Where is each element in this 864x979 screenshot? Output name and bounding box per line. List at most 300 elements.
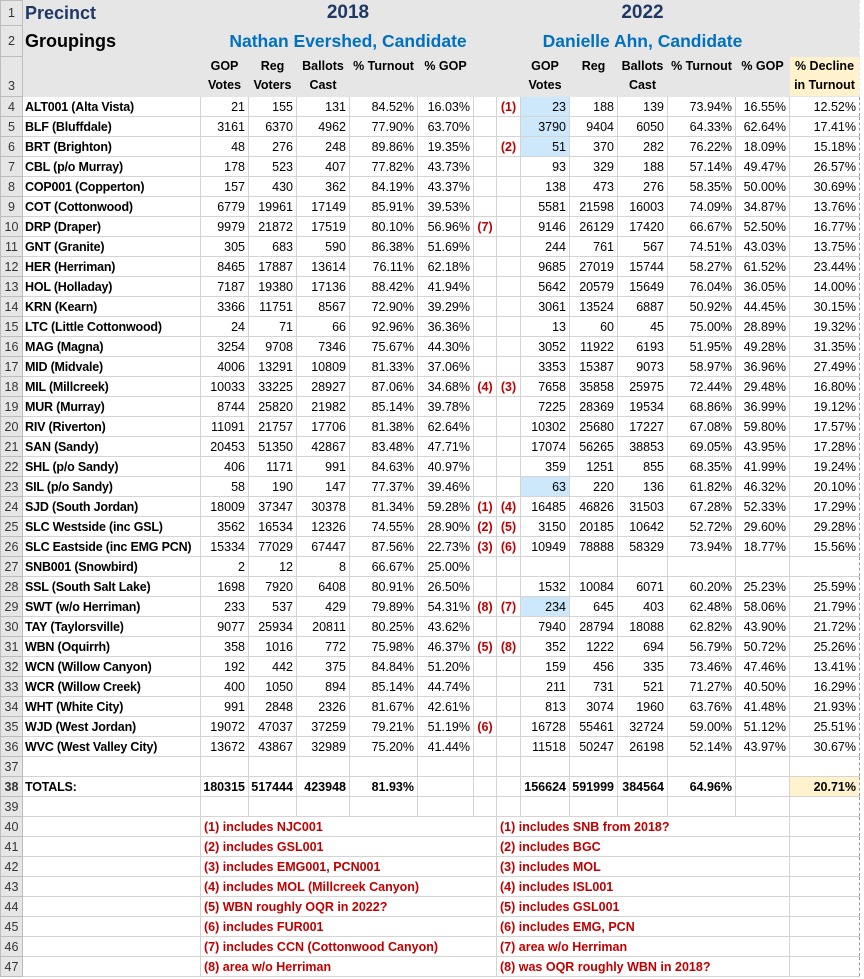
cell[interactable]: [350, 797, 418, 817]
value-2022[interactable]: 67.08%: [668, 417, 736, 437]
precinct-label[interactable]: MIL (Millcreek): [23, 377, 201, 397]
note-2022[interactable]: (4): [497, 497, 521, 517]
precinct-label[interactable]: WHT (White City): [23, 697, 201, 717]
note-2018[interactable]: (5): [474, 637, 497, 657]
value-2018[interactable]: 33225: [249, 377, 297, 397]
value-2018[interactable]: 406: [201, 457, 249, 477]
row-header[interactable]: 46: [1, 937, 23, 957]
value-2018[interactable]: 44.30%: [418, 337, 474, 357]
value-2018[interactable]: 76.11%: [350, 257, 418, 277]
value-2022[interactable]: 43.97%: [736, 737, 790, 757]
value-2022[interactable]: 64.33%: [668, 117, 736, 137]
cell[interactable]: [23, 797, 201, 817]
value-2018[interactable]: 19961: [249, 197, 297, 217]
value-2022[interactable]: 3061: [521, 297, 570, 317]
note-2022[interactable]: [497, 337, 521, 357]
precinct-label[interactable]: MUR (Murray): [23, 397, 201, 417]
value-2018[interactable]: 79.21%: [350, 717, 418, 737]
value-2018[interactable]: 75.67%: [350, 337, 418, 357]
note-2018[interactable]: [474, 417, 497, 437]
note-2022[interactable]: [497, 437, 521, 457]
value-2018[interactable]: 71: [249, 317, 297, 337]
cell[interactable]: [790, 797, 860, 817]
value-2022[interactable]: 694: [618, 637, 668, 657]
value-2022[interactable]: 57.14%: [668, 157, 736, 177]
value-2018[interactable]: 74.55%: [350, 517, 418, 537]
value-2022[interactable]: 26129: [570, 217, 618, 237]
precinct-label[interactable]: WBN (Oquirrh): [23, 637, 201, 657]
value-2018[interactable]: 17519: [297, 217, 350, 237]
cell[interactable]: [790, 757, 860, 777]
value-2022[interactable]: 41.48%: [736, 697, 790, 717]
footnote-2018[interactable]: (6) includes FUR001: [201, 917, 497, 937]
value-2018[interactable]: 147: [297, 477, 350, 497]
value-2018[interactable]: 8567: [297, 297, 350, 317]
note-2018[interactable]: [474, 97, 497, 117]
value-2018[interactable]: 6779: [201, 197, 249, 217]
value-2022[interactable]: 234: [521, 597, 570, 617]
value-2022[interactable]: [521, 557, 570, 577]
note-2018[interactable]: [474, 277, 497, 297]
value-2018[interactable]: 47.71%: [418, 437, 474, 457]
value-2022[interactable]: 50.72%: [736, 637, 790, 657]
row-header[interactable]: 23: [1, 477, 23, 497]
value-2018[interactable]: 131: [297, 97, 350, 117]
decline-value[interactable]: 27.49%: [790, 357, 860, 377]
value-2018[interactable]: 66.67%: [350, 557, 418, 577]
value-2022[interactable]: 74.51%: [668, 237, 736, 257]
row-header[interactable]: 43: [1, 877, 23, 897]
note-2018[interactable]: [474, 737, 497, 757]
value-2018[interactable]: 84.63%: [350, 457, 418, 477]
cell[interactable]: [497, 777, 521, 797]
row-header[interactable]: 39: [1, 797, 23, 817]
precinct-label[interactable]: CBL (p/o Murray): [23, 157, 201, 177]
note-2022[interactable]: [497, 397, 521, 417]
total-2022[interactable]: 64.96%: [668, 777, 736, 797]
row-header[interactable]: 42: [1, 857, 23, 877]
row-header[interactable]: 13: [1, 277, 23, 297]
note-2018[interactable]: (8): [474, 597, 497, 617]
value-2018[interactable]: 12326: [297, 517, 350, 537]
value-2018[interactable]: 21: [201, 97, 249, 117]
value-2022[interactable]: 46826: [570, 497, 618, 517]
value-2022[interactable]: 645: [570, 597, 618, 617]
note-2022[interactable]: [497, 617, 521, 637]
value-2022[interactable]: 15744: [618, 257, 668, 277]
value-2022[interactable]: 15387: [570, 357, 618, 377]
value-2022[interactable]: 62.64%: [736, 117, 790, 137]
value-2022[interactable]: 10949: [521, 537, 570, 557]
cell[interactable]: [297, 797, 350, 817]
row-header[interactable]: 32: [1, 657, 23, 677]
value-2018[interactable]: 8465: [201, 257, 249, 277]
value-2018[interactable]: 276: [249, 137, 297, 157]
precinct-label[interactable]: BRT (Brighton): [23, 137, 201, 157]
note-2018[interactable]: (1): [474, 497, 497, 517]
note-2022[interactable]: [497, 257, 521, 277]
row-header[interactable]: 14: [1, 297, 23, 317]
value-2022[interactable]: 1251: [570, 457, 618, 477]
value-2022[interactable]: 10084: [570, 577, 618, 597]
cell[interactable]: [790, 857, 860, 877]
value-2018[interactable]: 28927: [297, 377, 350, 397]
row-header[interactable]: 5: [1, 117, 23, 137]
row-header[interactable]: 8: [1, 177, 23, 197]
note-2022[interactable]: [497, 677, 521, 697]
row-header[interactable]: 31: [1, 637, 23, 657]
note-2022[interactable]: [497, 117, 521, 137]
value-2018[interactable]: 523: [249, 157, 297, 177]
value-2018[interactable]: 21872: [249, 217, 297, 237]
value-2018[interactable]: 4962: [297, 117, 350, 137]
col-header-ballots-2018[interactable]: Ballots Cast: [297, 57, 350, 97]
value-2022[interactable]: 16003: [618, 197, 668, 217]
value-2022[interactable]: 60.20%: [668, 577, 736, 597]
row-header[interactable]: 26: [1, 537, 23, 557]
row-header[interactable]: 35: [1, 717, 23, 737]
value-2018[interactable]: 84.84%: [350, 657, 418, 677]
value-2022[interactable]: 18088: [618, 617, 668, 637]
note-2018[interactable]: [474, 117, 497, 137]
decline-value[interactable]: 15.56%: [790, 537, 860, 557]
value-2022[interactable]: 25.23%: [736, 577, 790, 597]
footnote-2018[interactable]: (8) area w/o Herriman: [201, 957, 497, 977]
value-2022[interactable]: 51.12%: [736, 717, 790, 737]
col-header-gop-votes-2018[interactable]: GOP Votes: [201, 57, 249, 97]
value-2022[interactable]: [736, 557, 790, 577]
value-2022[interactable]: 50.92%: [668, 297, 736, 317]
value-2018[interactable]: 79.89%: [350, 597, 418, 617]
value-2018[interactable]: 84.52%: [350, 97, 418, 117]
note-2022[interactable]: (3): [497, 377, 521, 397]
value-2022[interactable]: 9685: [521, 257, 570, 277]
decline-value[interactable]: 30.69%: [790, 177, 860, 197]
note-2022[interactable]: [497, 717, 521, 737]
value-2022[interactable]: 69.05%: [668, 437, 736, 457]
cell[interactable]: [668, 757, 736, 777]
footnote-2018[interactable]: (2) includes GSL001: [201, 837, 497, 857]
note-2022[interactable]: [497, 457, 521, 477]
col-header-gop-votes-2022[interactable]: GOP Votes: [521, 57, 570, 97]
value-2018[interactable]: 56.96%: [418, 217, 474, 237]
note-2022[interactable]: (7): [497, 597, 521, 617]
note-2018[interactable]: [474, 237, 497, 257]
precinct-label[interactable]: DRP (Draper): [23, 217, 201, 237]
total-2018[interactable]: 81.93%: [350, 777, 418, 797]
value-2018[interactable]: 11091: [201, 417, 249, 437]
value-2022[interactable]: 3790: [521, 117, 570, 137]
value-2022[interactable]: 73.46%: [668, 657, 736, 677]
decline-value[interactable]: 16.80%: [790, 377, 860, 397]
value-2018[interactable]: 32989: [297, 737, 350, 757]
value-2022[interactable]: 66.67%: [668, 217, 736, 237]
value-2022[interactable]: 74.09%: [668, 197, 736, 217]
precinct-label[interactable]: RIV (Riverton): [23, 417, 201, 437]
value-2018[interactable]: 442: [249, 657, 297, 677]
note-2022[interactable]: [497, 417, 521, 437]
value-2018[interactable]: 81.33%: [350, 357, 418, 377]
value-2022[interactable]: 52.72%: [668, 517, 736, 537]
note-2022[interactable]: [497, 357, 521, 377]
cell[interactable]: [790, 957, 860, 977]
decline-value[interactable]: 25.59%: [790, 577, 860, 597]
row-header[interactable]: 40: [1, 817, 23, 837]
row-header[interactable]: 29: [1, 597, 23, 617]
note-2022[interactable]: [497, 297, 521, 317]
note-2018[interactable]: [474, 557, 497, 577]
footnote-2018[interactable]: (7) includes CCN (Cottonwood Canyon): [201, 937, 497, 957]
decline-value[interactable]: 21.79%: [790, 597, 860, 617]
value-2022[interactable]: 28369: [570, 397, 618, 417]
decline-value[interactable]: 19.24%: [790, 457, 860, 477]
value-2022[interactable]: 188: [570, 97, 618, 117]
precinct-label[interactable]: WCR (Willow Creek): [23, 677, 201, 697]
note-2018[interactable]: [474, 437, 497, 457]
value-2022[interactable]: 28794: [570, 617, 618, 637]
note-2022[interactable]: [497, 217, 521, 237]
value-2022[interactable]: 63.76%: [668, 697, 736, 717]
decline-value[interactable]: 17.41%: [790, 117, 860, 137]
value-2018[interactable]: 37.06%: [418, 357, 474, 377]
note-2022[interactable]: (2): [497, 137, 521, 157]
row-header[interactable]: 38: [1, 777, 23, 797]
row-header[interactable]: 17: [1, 357, 23, 377]
value-2018[interactable]: 86.38%: [350, 237, 418, 257]
value-2018[interactable]: 43867: [249, 737, 297, 757]
value-2022[interactable]: 11518: [521, 737, 570, 757]
value-2022[interactable]: 40.50%: [736, 677, 790, 697]
decline-value[interactable]: 16.77%: [790, 217, 860, 237]
row-header[interactable]: 28: [1, 577, 23, 597]
value-2018[interactable]: 63.70%: [418, 117, 474, 137]
note-2018[interactable]: (7): [474, 217, 497, 237]
row-header[interactable]: 12: [1, 257, 23, 277]
footnote-2022[interactable]: (1) includes SNB from 2018?: [497, 817, 790, 837]
value-2022[interactable]: 58.35%: [668, 177, 736, 197]
value-2022[interactable]: 359: [521, 457, 570, 477]
value-2018[interactable]: 20453: [201, 437, 249, 457]
value-2022[interactable]: 21598: [570, 197, 618, 217]
value-2018[interactable]: 590: [297, 237, 350, 257]
value-2018[interactable]: 77029: [249, 537, 297, 557]
precinct-label[interactable]: SSL (South Salt Lake): [23, 577, 201, 597]
precinct-label[interactable]: SIL (p/o Sandy): [23, 477, 201, 497]
value-2022[interactable]: 16728: [521, 717, 570, 737]
value-2018[interactable]: 41.44%: [418, 737, 474, 757]
total-2022[interactable]: 156624: [521, 777, 570, 797]
value-2022[interactable]: 139: [618, 97, 668, 117]
cell[interactable]: [790, 917, 860, 937]
value-2018[interactable]: 537: [249, 597, 297, 617]
value-2018[interactable]: 683: [249, 237, 297, 257]
value-2022[interactable]: 211: [521, 677, 570, 697]
value-2022[interactable]: 13: [521, 317, 570, 337]
note-2018[interactable]: [474, 137, 497, 157]
value-2022[interactable]: 3074: [570, 697, 618, 717]
value-2018[interactable]: 80.25%: [350, 617, 418, 637]
value-2022[interactable]: 7225: [521, 397, 570, 417]
value-2022[interactable]: 50247: [570, 737, 618, 757]
precinct-label[interactable]: ALT001 (Alta Vista): [23, 97, 201, 117]
value-2018[interactable]: 85.14%: [350, 397, 418, 417]
value-2018[interactable]: 81.67%: [350, 697, 418, 717]
row-header[interactable]: 10: [1, 217, 23, 237]
value-2022[interactable]: 11922: [570, 337, 618, 357]
value-2018[interactable]: 88.42%: [350, 277, 418, 297]
value-2018[interactable]: 2326: [297, 697, 350, 717]
value-2022[interactable]: 7658: [521, 377, 570, 397]
value-2022[interactable]: 43.03%: [736, 237, 790, 257]
note-2022[interactable]: [497, 557, 521, 577]
precinct-label[interactable]: HER (Herriman): [23, 257, 201, 277]
value-2018[interactable]: 66: [297, 317, 350, 337]
note-2018[interactable]: [474, 457, 497, 477]
value-2018[interactable]: 39.29%: [418, 297, 474, 317]
cell[interactable]: [23, 757, 201, 777]
value-2018[interactable]: 48: [201, 137, 249, 157]
value-2018[interactable]: 44.74%: [418, 677, 474, 697]
value-2018[interactable]: 51.19%: [418, 717, 474, 737]
value-2018[interactable]: 89.86%: [350, 137, 418, 157]
value-2018[interactable]: 83.48%: [350, 437, 418, 457]
value-2018[interactable]: 41.94%: [418, 277, 474, 297]
cell[interactable]: [790, 26, 860, 57]
value-2022[interactable]: 62.48%: [668, 597, 736, 617]
value-2018[interactable]: 13672: [201, 737, 249, 757]
note-2018[interactable]: (2): [474, 517, 497, 537]
value-2018[interactable]: 4006: [201, 357, 249, 377]
value-2018[interactable]: 54.31%: [418, 597, 474, 617]
note-2022[interactable]: [497, 157, 521, 177]
value-2018[interactable]: 25934: [249, 617, 297, 637]
value-2018[interactable]: 51.69%: [418, 237, 474, 257]
value-2018[interactable]: 81.34%: [350, 497, 418, 517]
decline-value[interactable]: 19.12%: [790, 397, 860, 417]
precinct-label[interactable]: COP001 (Copperton): [23, 177, 201, 197]
value-2022[interactable]: 71.27%: [668, 677, 736, 697]
footnote-2022[interactable]: (3) includes MOL: [497, 857, 790, 877]
cell[interactable]: [418, 797, 474, 817]
precinct-label[interactable]: KRN (Kearn): [23, 297, 201, 317]
note-2022[interactable]: [497, 657, 521, 677]
value-2018[interactable]: 87.56%: [350, 537, 418, 557]
value-2018[interactable]: 991: [297, 457, 350, 477]
value-2022[interactable]: 38853: [618, 437, 668, 457]
footnote-2018[interactable]: (1) includes NJC001: [201, 817, 497, 837]
precinct-label[interactable]: SAN (Sandy): [23, 437, 201, 457]
value-2018[interactable]: 178: [201, 157, 249, 177]
decline-value[interactable]: 23.44%: [790, 257, 860, 277]
value-2018[interactable]: 407: [297, 157, 350, 177]
cell[interactable]: [521, 797, 570, 817]
decline-value[interactable]: 19.32%: [790, 317, 860, 337]
value-2022[interactable]: 36.99%: [736, 397, 790, 417]
precinct-label[interactable]: SWT (w/o Herriman): [23, 597, 201, 617]
value-2018[interactable]: 43.62%: [418, 617, 474, 637]
row-header[interactable]: 24: [1, 497, 23, 517]
value-2022[interactable]: 521: [618, 677, 668, 697]
value-2018[interactable]: 19.35%: [418, 137, 474, 157]
cell[interactable]: [736, 757, 790, 777]
value-2022[interactable]: 51.95%: [668, 337, 736, 357]
note-2022[interactable]: [497, 317, 521, 337]
value-2022[interactable]: 73.94%: [668, 97, 736, 117]
value-2022[interactable]: 73.94%: [668, 537, 736, 557]
value-2018[interactable]: 358: [201, 637, 249, 657]
value-2018[interactable]: 43.73%: [418, 157, 474, 177]
value-2018[interactable]: 991: [201, 697, 249, 717]
decline-value[interactable]: 21.93%: [790, 697, 860, 717]
cell[interactable]: [23, 917, 201, 937]
value-2018[interactable]: 2: [201, 557, 249, 577]
value-2022[interactable]: 41.99%: [736, 457, 790, 477]
value-2022[interactable]: 23: [521, 97, 570, 117]
value-2018[interactable]: 15334: [201, 537, 249, 557]
cell[interactable]: [790, 837, 860, 857]
value-2018[interactable]: 3562: [201, 517, 249, 537]
footnote-2018[interactable]: (3) includes EMG001, PCN001: [201, 857, 497, 877]
value-2022[interactable]: 731: [570, 677, 618, 697]
value-2018[interactable]: 22.73%: [418, 537, 474, 557]
note-2022[interactable]: (1): [497, 97, 521, 117]
value-2018[interactable]: 6408: [297, 577, 350, 597]
value-2018[interactable]: 25820: [249, 397, 297, 417]
precinct-label[interactable]: MAG (Magna): [23, 337, 201, 357]
value-2022[interactable]: 761: [570, 237, 618, 257]
value-2018[interactable]: 1050: [249, 677, 297, 697]
note-2018[interactable]: [474, 397, 497, 417]
note-2018[interactable]: [474, 357, 497, 377]
value-2022[interactable]: 61.82%: [668, 477, 736, 497]
value-2022[interactable]: 3052: [521, 337, 570, 357]
value-2022[interactable]: 49.28%: [736, 337, 790, 357]
value-2018[interactable]: 1698: [201, 577, 249, 597]
col-header-decline[interactable]: % Decline in Turnout: [790, 57, 860, 97]
value-2018[interactable]: 7920: [249, 577, 297, 597]
value-2018[interactable]: 46.37%: [418, 637, 474, 657]
value-2018[interactable]: 305: [201, 237, 249, 257]
note-2018[interactable]: [474, 657, 497, 677]
value-2022[interactable]: 20185: [570, 517, 618, 537]
footnote-2018[interactable]: (5) WBN roughly OQR in 2022?: [201, 897, 497, 917]
value-2018[interactable]: 429: [297, 597, 350, 617]
value-2018[interactable]: 62.18%: [418, 257, 474, 277]
value-2018[interactable]: 1171: [249, 457, 297, 477]
value-2018[interactable]: 77.82%: [350, 157, 418, 177]
value-2022[interactable]: 6050: [618, 117, 668, 137]
value-2022[interactable]: [668, 557, 736, 577]
value-2018[interactable]: 77.90%: [350, 117, 418, 137]
value-2018[interactable]: 375: [297, 657, 350, 677]
col-header-reg-voters-2018[interactable]: Reg Voters: [249, 57, 297, 97]
value-2018[interactable]: 39.46%: [418, 477, 474, 497]
note-2022[interactable]: (8): [497, 637, 521, 657]
value-2018[interactable]: 75.98%: [350, 637, 418, 657]
value-2022[interactable]: 44.45%: [736, 297, 790, 317]
value-2018[interactable]: 84.19%: [350, 177, 418, 197]
value-2022[interactable]: 52.33%: [736, 497, 790, 517]
value-2022[interactable]: 855: [618, 457, 668, 477]
precinct-label[interactable]: MID (Midvale): [23, 357, 201, 377]
value-2022[interactable]: 32724: [618, 717, 668, 737]
row-header[interactable]: 34: [1, 697, 23, 717]
candidate-2018[interactable]: Nathan Evershed, Candidate: [201, 26, 497, 57]
value-2018[interactable]: 34.68%: [418, 377, 474, 397]
value-2022[interactable]: 188: [618, 157, 668, 177]
decline-value[interactable]: 25.26%: [790, 637, 860, 657]
value-2018[interactable]: 43.37%: [418, 177, 474, 197]
